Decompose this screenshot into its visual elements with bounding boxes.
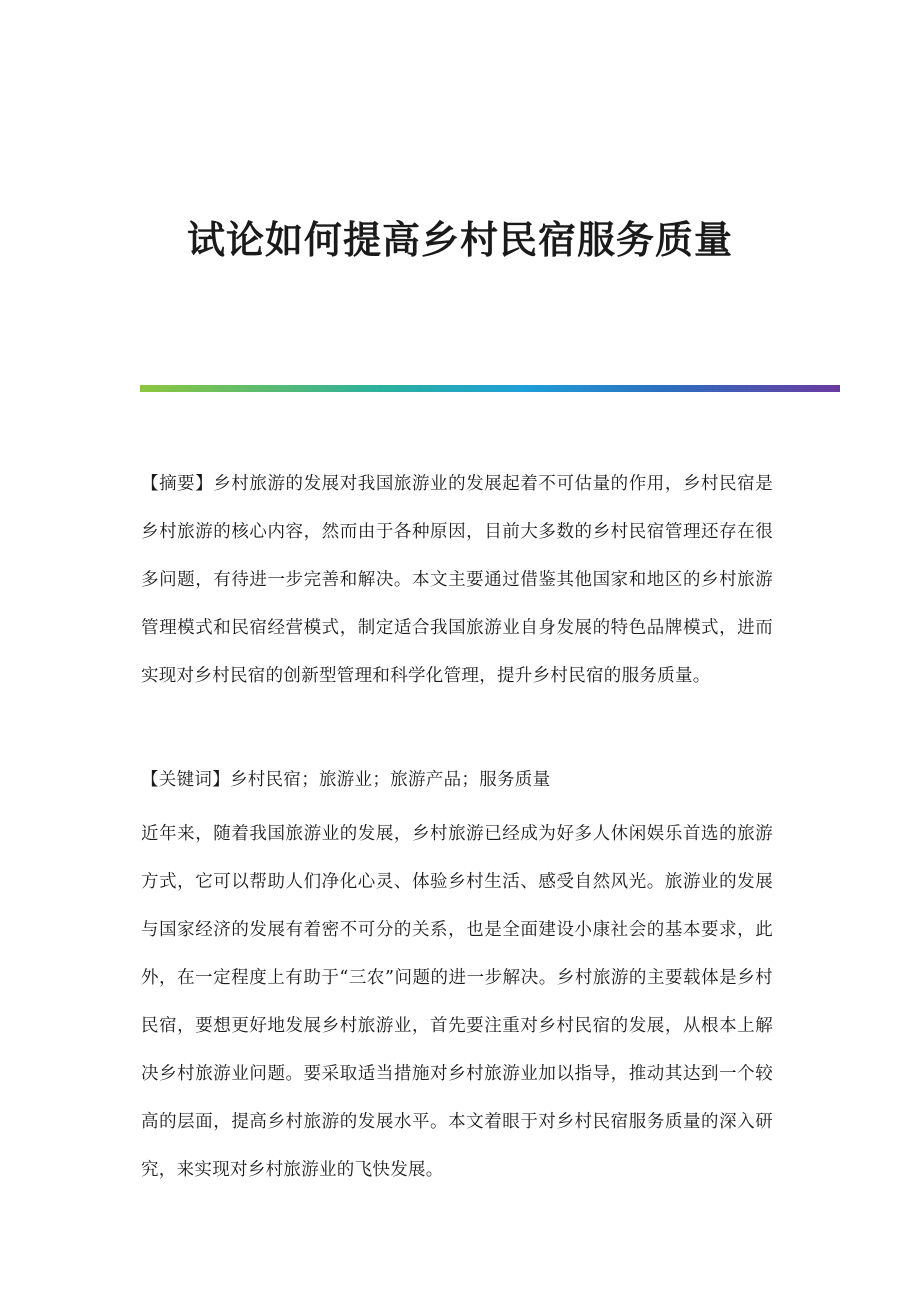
body-paragraph: 近年来，随着我国旅游业的发展，乡村旅游已经成为好多人休闲娱乐首选的旅游方式，它可以帮助人们净化心灵、体验乡村生活、感受自然风光。旅游业的发展与国家经济的发展有着密不可分的关系，也是全面建设小康社会的基本要求，此外，在一定程度上有助于“三农”问题的进一步解决。乡村旅游的主要载体是乡村民宿，要想更好地发展乡村旅游业，首先要注重对乡村民宿的发展，从根本上解决乡村旅游业问题。要采取适当措施对乡村旅游业加以指导，推动其达到一个较高的层面，提高乡村旅游的发展水平。本文着眼于对乡村民宿服务质量的深入研究，来实现对乡村旅游业的飞快发展。	[141, 824, 773, 1180]
gradient-divider	[140, 385, 840, 392]
document-title: 试论如何提高乡村民宿服务质量	[186, 217, 733, 262]
keywords-line: 【关键词】乡村民宿；旅游业；旅游产品；服务质量	[141, 770, 551, 790]
abstract-paragraph: 【摘要】乡村旅游的发展对我国旅游业的发展起着不可估量的作用，乡村民宿是乡村旅游的核心内容，然而由于各种原因，目前大多数的乡村民宿管理还存在很多问题，有待进一步完善和解决。本文主要通过借鉴其他国家和地区的乡村旅游管理模式和民宿经营模式，制定适合我国旅游业自身发展的特色品牌模式，进而实现对乡村民宿的创新型管理和科学化管理，提升乡村民宿的服务质量。	[141, 474, 773, 686]
